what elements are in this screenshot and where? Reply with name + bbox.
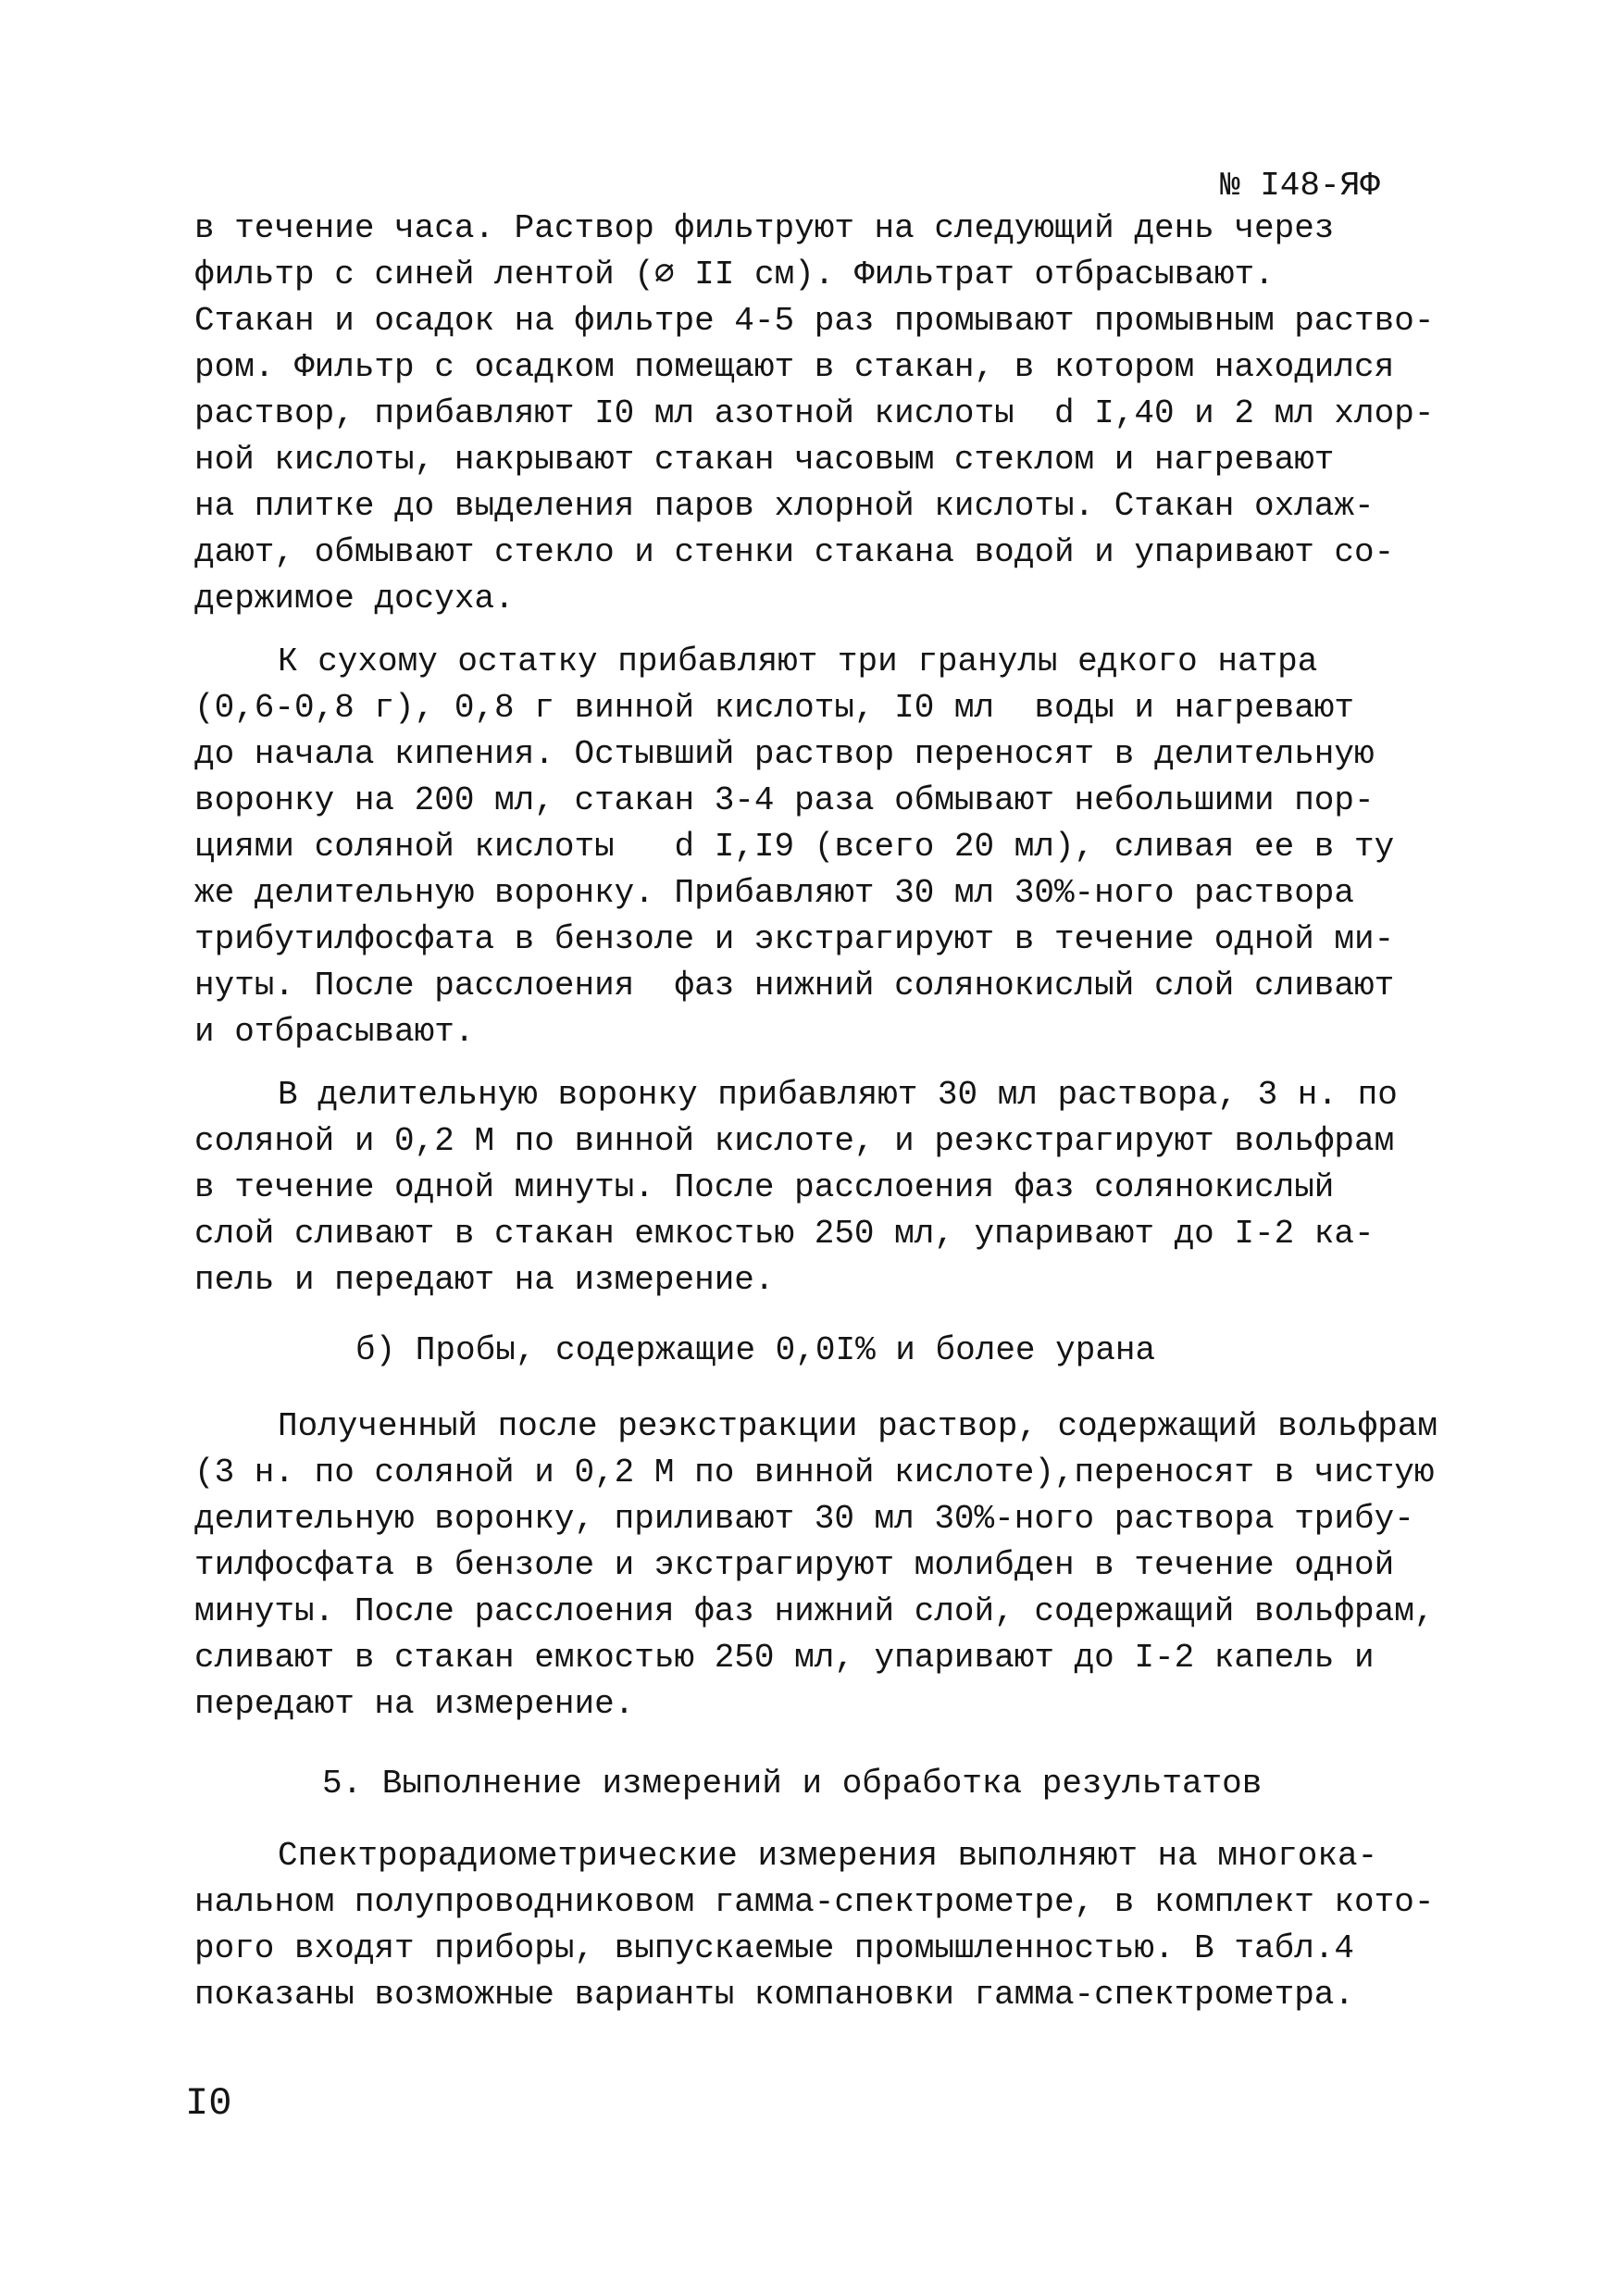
paragraph-line: циями соляной кислоты d I,I9 (всего 20 мл), сливая ее в ту: [194, 828, 1395, 866]
paragraph-line: и отбрасывают.: [194, 1013, 475, 1051]
paragraph-line: (3 н. по соляной и 0,2 М по винной кислоте),переносят в чистую: [194, 1454, 1435, 1491]
paragraph-line: Стакан и осадок на фильтре 4-5 раз промывают промывным раство-: [194, 302, 1435, 340]
section-heading: 5. Выполнение измерений и обработка результатов: [322, 1765, 1263, 1803]
paragraph-line: показаны возможные варианты компановки гамма-спектрометра.: [194, 1976, 1355, 2014]
paragraph-line: трибутилфосфата в бензоле и экстрагируют в течение одной ми-: [194, 920, 1395, 958]
paragraph-line: ной кислоты, накрывают стакан часовым стеклом и нагревают: [194, 441, 1335, 479]
paragraph-line: в течение одной минуты. После расслоения фаз солянокислый: [194, 1168, 1335, 1206]
paragraph-line: воронку на 200 мл, стакан 3-4 раза обмывают небольшими пор-: [194, 781, 1375, 819]
paragraph-line: соляной и 0,2 М по винной кислоте, и реэкстрагируют вольфрам: [194, 1122, 1395, 1160]
paragraph-line: рого входят приборы, выпускаемые промышленностью. В табл.4: [194, 1929, 1355, 1967]
paragraph-line: делительную воронку, приливают 30 мл 30%-ного раствора трибу-: [194, 1500, 1414, 1538]
paragraph-line: пель и передают на измерение.: [194, 1261, 775, 1299]
page-number: I0: [185, 2081, 232, 2126]
paragraph-line: ром. Фильтр с осадком помещают в стакан, в котором находился: [194, 348, 1395, 386]
paragraph-line: до начала кипения. Остывший раствор переносят в делительную: [194, 735, 1375, 773]
paragraph-line: нуты. После расслоения фаз нижний солянокислый слой сливают: [194, 967, 1395, 1004]
subheading: б) Пробы, содержащие 0,0I% и более урана: [355, 1331, 1156, 1369]
paragraph-line: минуты. После расслоения фаз нижний слой, содержащий вольфрам,: [194, 1592, 1435, 1630]
paragraph-line: сливают в стакан емкостью 250 мл, упаривают до I-2 капель и: [194, 1639, 1375, 1677]
paragraph-line: на плитке до выделения паров хлорной кислоты. Стакан охлаж-: [194, 487, 1375, 525]
paragraph-line: передают на измерение.: [194, 1685, 635, 1723]
paragraph-line: нальном полупроводниковом гамма-спектрометре, в комплект кото-: [194, 1883, 1435, 1921]
paragraph-line: Спектрорадиометрические измерения выполняют на многока-: [278, 1837, 1378, 1875]
paragraph-line: же делительную воронку. Прибавляют 30 мл 30%-ного раствора: [194, 874, 1355, 912]
document-number: № I48-ЯФ: [1220, 167, 1380, 205]
paragraph-line: тилфосфата в бензоле и экстрагируют молибден в течение одной: [194, 1546, 1395, 1584]
paragraph-line: (0,6-0,8 г), 0,8 г винной кислоты, I0 мл воды и нагревают: [194, 689, 1355, 727]
paragraph-line: слой сливают в стакан емкостью 250 мл, упаривают до I-2 ка-: [194, 1215, 1375, 1253]
paragraph-line: держимое досуха.: [194, 580, 515, 618]
paragraph-line: в течение часа. Раствор фильтруют на следующий день через: [194, 209, 1335, 247]
paragraph-line: дают, обмывают стекло и стенки стакана водой и упаривают со-: [194, 533, 1395, 571]
paragraph-line: фильтр с синей лентой (⌀ II см). Фильтрат отбрасывают.: [194, 256, 1275, 293]
paragraph-line: В делительную воронку прибавляют 30 мл раствора, 3 н. по: [278, 1076, 1398, 1114]
paragraph-line: раствор, прибавляют I0 мл азотной кислоты d I,40 и 2 мл хлор-: [194, 394, 1435, 432]
paragraph-line: Полученный после реэкстракции раствор, содержащий вольфрам: [278, 1407, 1438, 1445]
paragraph-line: К сухому остатку прибавляют три гранулы едкого натра: [278, 643, 1318, 680]
